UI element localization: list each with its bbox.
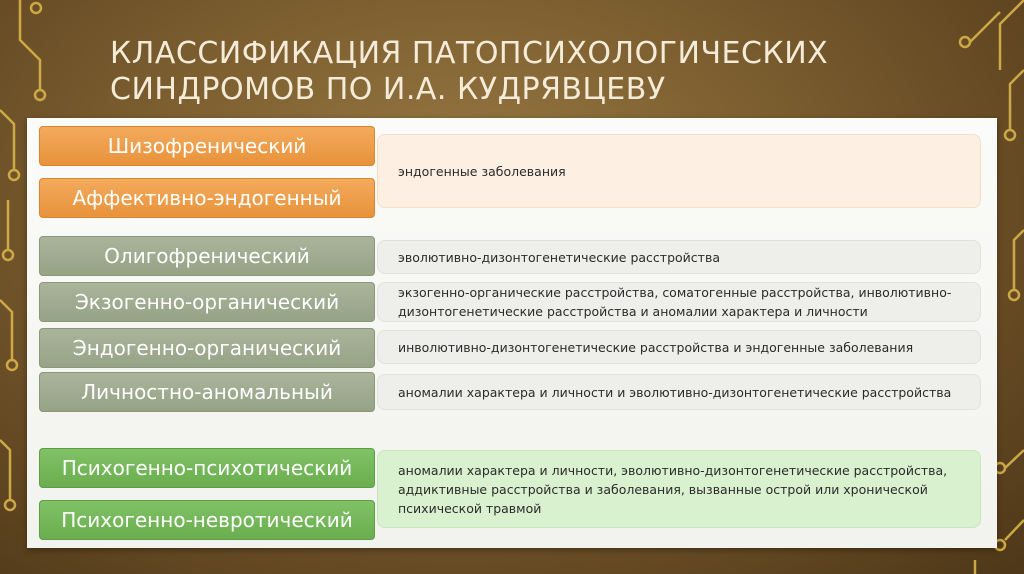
description-exogenous-organic: экзогенно-органические расстройства, соматогенные расстройства, инволютивно-дизонтогенетические расстройства и аномалии характера и личности [377,282,981,322]
description-personality-anomalous: аномалии характера и личности и эволютивно-дизонтогенетические расстройства [377,374,981,410]
syndrome-psychogenic-psychotic: Психогенно-психотический [39,448,375,488]
title-line-2: СИНДРОМОВ ПО И.А. КУДРЯВЦЕВУ [110,72,666,107]
title-line-1: КЛАССИФИКАЦИЯ ПАТОПСИХОЛОГИЧЕСКИХ [110,36,829,71]
syndrome-personality-anomalous: Личностно-аномальный [39,372,375,412]
classification-panel [27,118,997,548]
syndrome-endogenous-organic: Эндогенно-органический [39,328,375,368]
syndrome-exogenous-organic: Экзогенно-органический [39,282,375,322]
syndrome-schizophrenic: Шизофренический [39,126,375,166]
syndrome-affective-endogenous: Аффективно-эндогенный [39,178,375,218]
description-endogenous-organic: инволютивно-дизонтогенетические расстройства и эндогенные заболевания [377,330,981,364]
description-endogenous: эндогенные заболевания [377,134,981,208]
description-oligophrenic: эволютивно-дизонтогенетические расстройства [377,240,981,274]
description-psychogenic: аномалии характера и личности, эволютивно-дизонтогенетические расстройства, аддиктивные расстройства и заболевания, вызванные острой или хронической психической травмой [377,450,981,528]
syndrome-oligophrenic: Олигофренический [39,236,375,276]
syndrome-psychogenic-neurotic: Психогенно-невротический [39,500,375,540]
page-title [110,36,910,108]
